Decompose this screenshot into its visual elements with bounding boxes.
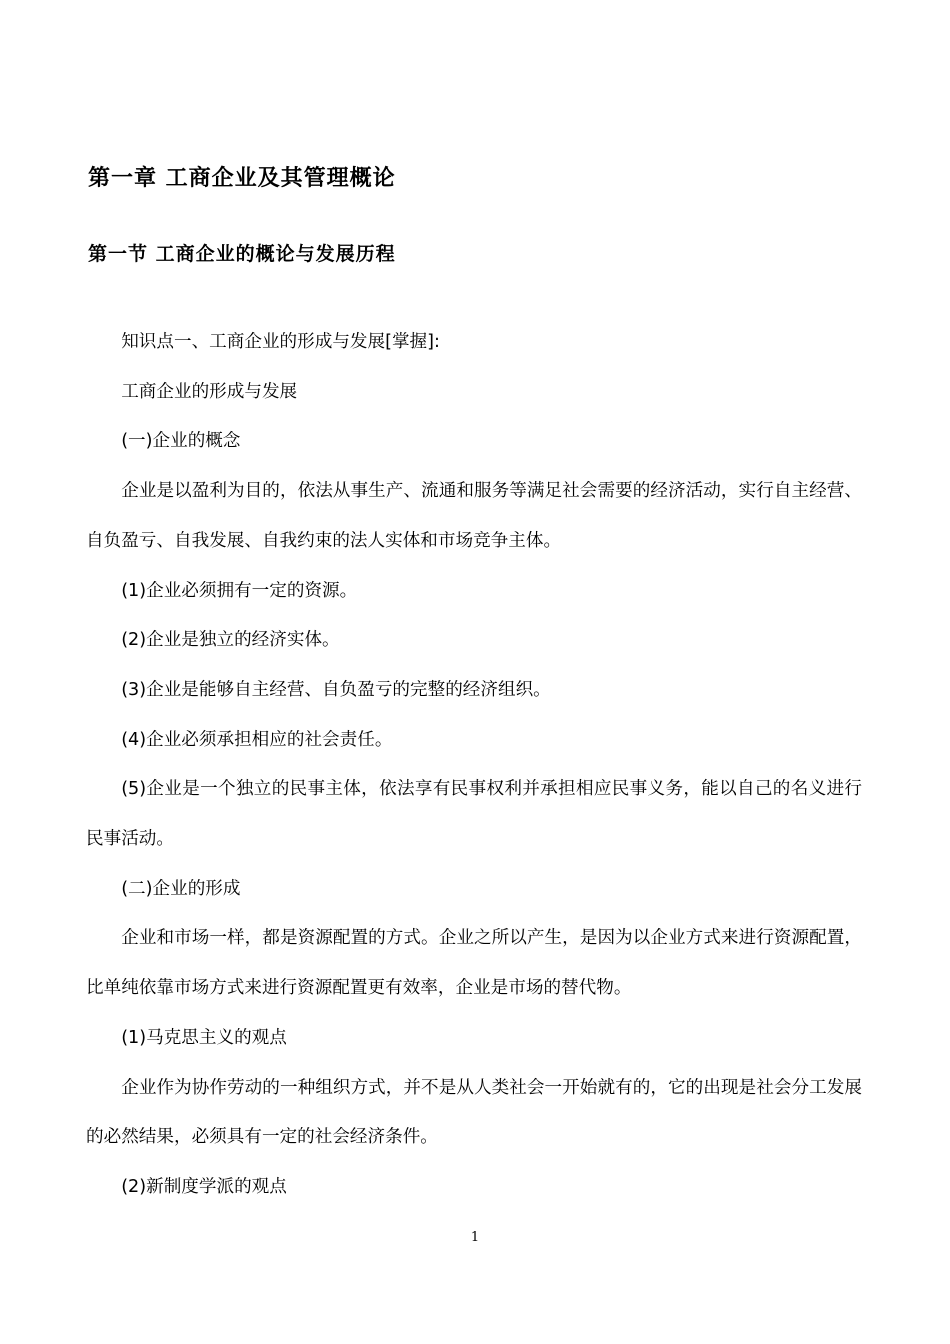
paragraph: 企业是以盈利为目的，依法从事生产、流通和服务等满足社会需要的经济活动，实行自主经营、自负盈亏、自我发展、自我约束的法人实体和市场竞争主体。 — [86, 481, 862, 551]
list-item: (3)企业是能够自主经营、自负盈亏的完整的经济组织。 — [121, 679, 551, 700]
subheading: (一)企业的概念 — [121, 431, 241, 452]
section-title: 第一节 工商企业的概论与发展历程 — [88, 243, 396, 265]
list-item: (1)马克思主义的观点 — [121, 1027, 287, 1048]
paragraph: 企业作为协作劳动的一种组织方式，并不是从人类社会一开始就有的，它的出现是社会分工发展的必然结果，必须具有一定的社会经济条件。 — [86, 1077, 862, 1148]
list-item: (4)企业必须承担相应的社会责任。 — [121, 729, 393, 750]
subheading: (二)企业的形成 — [121, 878, 241, 899]
subheading: 工商企业的形成与发展 — [121, 381, 298, 402]
list-item: (2)新制度学派的观点 — [121, 1176, 287, 1197]
list-item: (2)企业是独立的经济实体。 — [121, 630, 340, 651]
chapter-title: 第一章 工商企业及其管理概论 — [88, 165, 396, 191]
page-number: 1 — [470, 1230, 480, 1245]
knowledge-point-heading: 知识点一、工商企业的形成与发展[掌握]: — [121, 332, 440, 352]
list-item: (5)企业是一个独立的民事主体，依法享有民事权利并承担相应民事义务，能以自己的名义进行民事活动。 — [86, 779, 862, 850]
list-item: (1)企业必须拥有一定的资源。 — [121, 580, 358, 601]
paragraph: 企业和市场一样，都是资源配置的方式。企业之所以产生，是因为以企业方式来进行资源配置，比单纯依靠市场方式来进行资源配置更有效率，企业是市场的替代物。 — [86, 928, 862, 999]
body-text — [86, 318, 862, 1213]
